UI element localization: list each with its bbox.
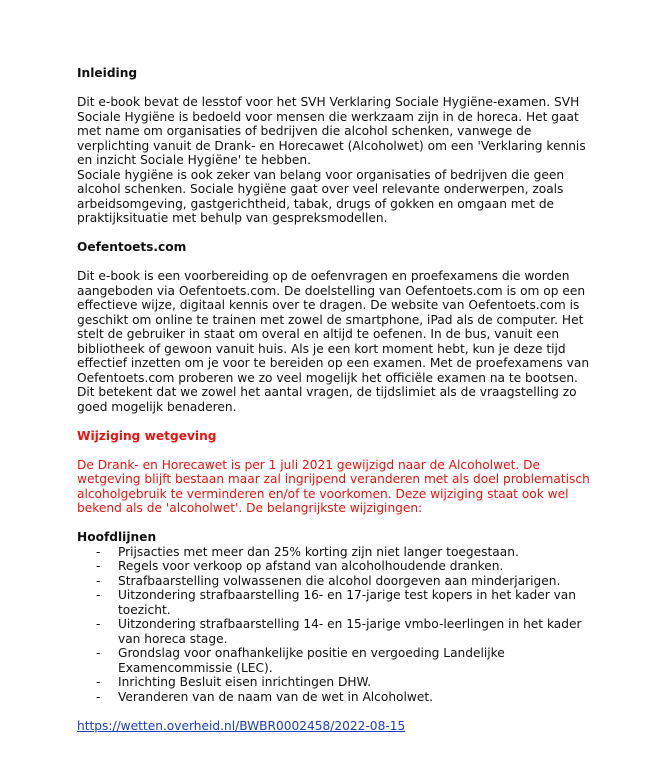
list-item: - Uitzondering strafbaarstelling 14- en 15-jarige vmbo-leerlingen in het kader van horeca stage. [77, 617, 597, 646]
oefentoets-heading: Oefentoets.com [77, 240, 187, 254]
list-item: - Grondslag voor onafhankelijke positie en vergoeding Landelijke Examencommissie (LEC). [77, 646, 597, 675]
document-page [77, 66, 597, 733]
spacer [77, 81, 597, 96]
list-item: - Prijsacties met meer dan 25% korting zijn niet langer toegestaan. [77, 545, 597, 560]
hoofdlijnen-list [77, 545, 597, 705]
wijziging-paragraph: De Drank- en Horecawet is per 1 juli 2021 gewijzigd naar de Alcoholwet. De wetgeving blijft bestaan maar zal ingrijpend veranderen met als doel problematisch alcoholgebruik te verminderen en/of te voorkomen. Deze wijziging staat ook wel bekend als de 'alcoholwet'. De belangrijkste wijzigingen: [77, 457, 590, 515]
list-item: - Regels voor verkoop op afstand van alcoholhoudende dranken. [77, 559, 597, 574]
intro-paragraph-1: Dit e-book bevat de lesstof voor het SVH Verklaring Sociale Hygiëne-examen. SVH Sociale Hygiëne is bedoeld voor mensen die werkzaam zijn in de horeca. Het gaat met name om organisaties of bedrijven die alcohol schenken, vanwege de verplichting vanuit de Drank- en Horecawet (Alcoholwet) om een 'Verklaring kennis en inzicht Sociale Hygiëne' te hebben. [77, 95, 586, 167]
oefentoets-paragraph: Dit e-book is een voorbereiding op de oefenvragen en proefexamens die worden aangeboden via Oefentoets.com. De doelstelling van Oefentoets.com is om op een effectieve wijze, digitaal kennis over te dragen. De website van Oefentoets.com is geschikt om online te trainen met zowel de smartphone, iPad als de computer. Het stelt de gebruiker in staat om overal en altijd te oefenen. In de bus, vanuit een bibliotheek of gewoon vanuit huis. Als je een kort moment hebt, kun je deze tijd effectief inzetten om je voor te bereiden op een examen. Met de proefexamens van Oefentoets.com proberen we zo veel mogelijk het officiële examen na te bootsen. Dit betekent dat we zowel het aantal vragen, de tijdslimiet als de vraagstelling zo goed mogelijk benaderen. [77, 269, 590, 414]
spacer [77, 516, 597, 531]
spacer [77, 226, 597, 241]
wijziging-heading: Wijziging wetgeving [77, 428, 217, 443]
list-item: - Veranderen van de naam van de wet in Alcoholwet. [77, 690, 597, 705]
spacer [77, 443, 597, 458]
list-item: - Strafbaarstelling volwassenen die alcohol doorgeven aan minderjarigen. [77, 574, 597, 589]
wetten-link[interactable]: https://wetten.overheid.nl/BWBR0002458/2022-08-15 [77, 718, 406, 733]
hoofdlijnen-heading: Hoofdlijnen [77, 530, 157, 544]
spacer [77, 704, 597, 719]
intro-paragraph-2: Sociale hygiëne is ook zeker van belang voor organisaties of bedrijven die geen alcohol schenken. Sociale hygiëne gaat over veel relevante onderwerpen, zoals arbeidsomgeving, gastgerichtheid, tabak, drugs of gokken en omgaan met de praktijksituatie met behulp van gespreksmodellen. [77, 167, 565, 225]
list-item: - Uitzondering strafbaarstelling 16- en 17-jarige test kopers in het kader van toezicht. [77, 588, 597, 617]
spacer [77, 255, 597, 270]
spacer [77, 414, 597, 429]
intro-heading: Inleiding [77, 66, 138, 80]
list-item: - Inrichting Besluit eisen inrichtingen DHW. [77, 675, 597, 690]
